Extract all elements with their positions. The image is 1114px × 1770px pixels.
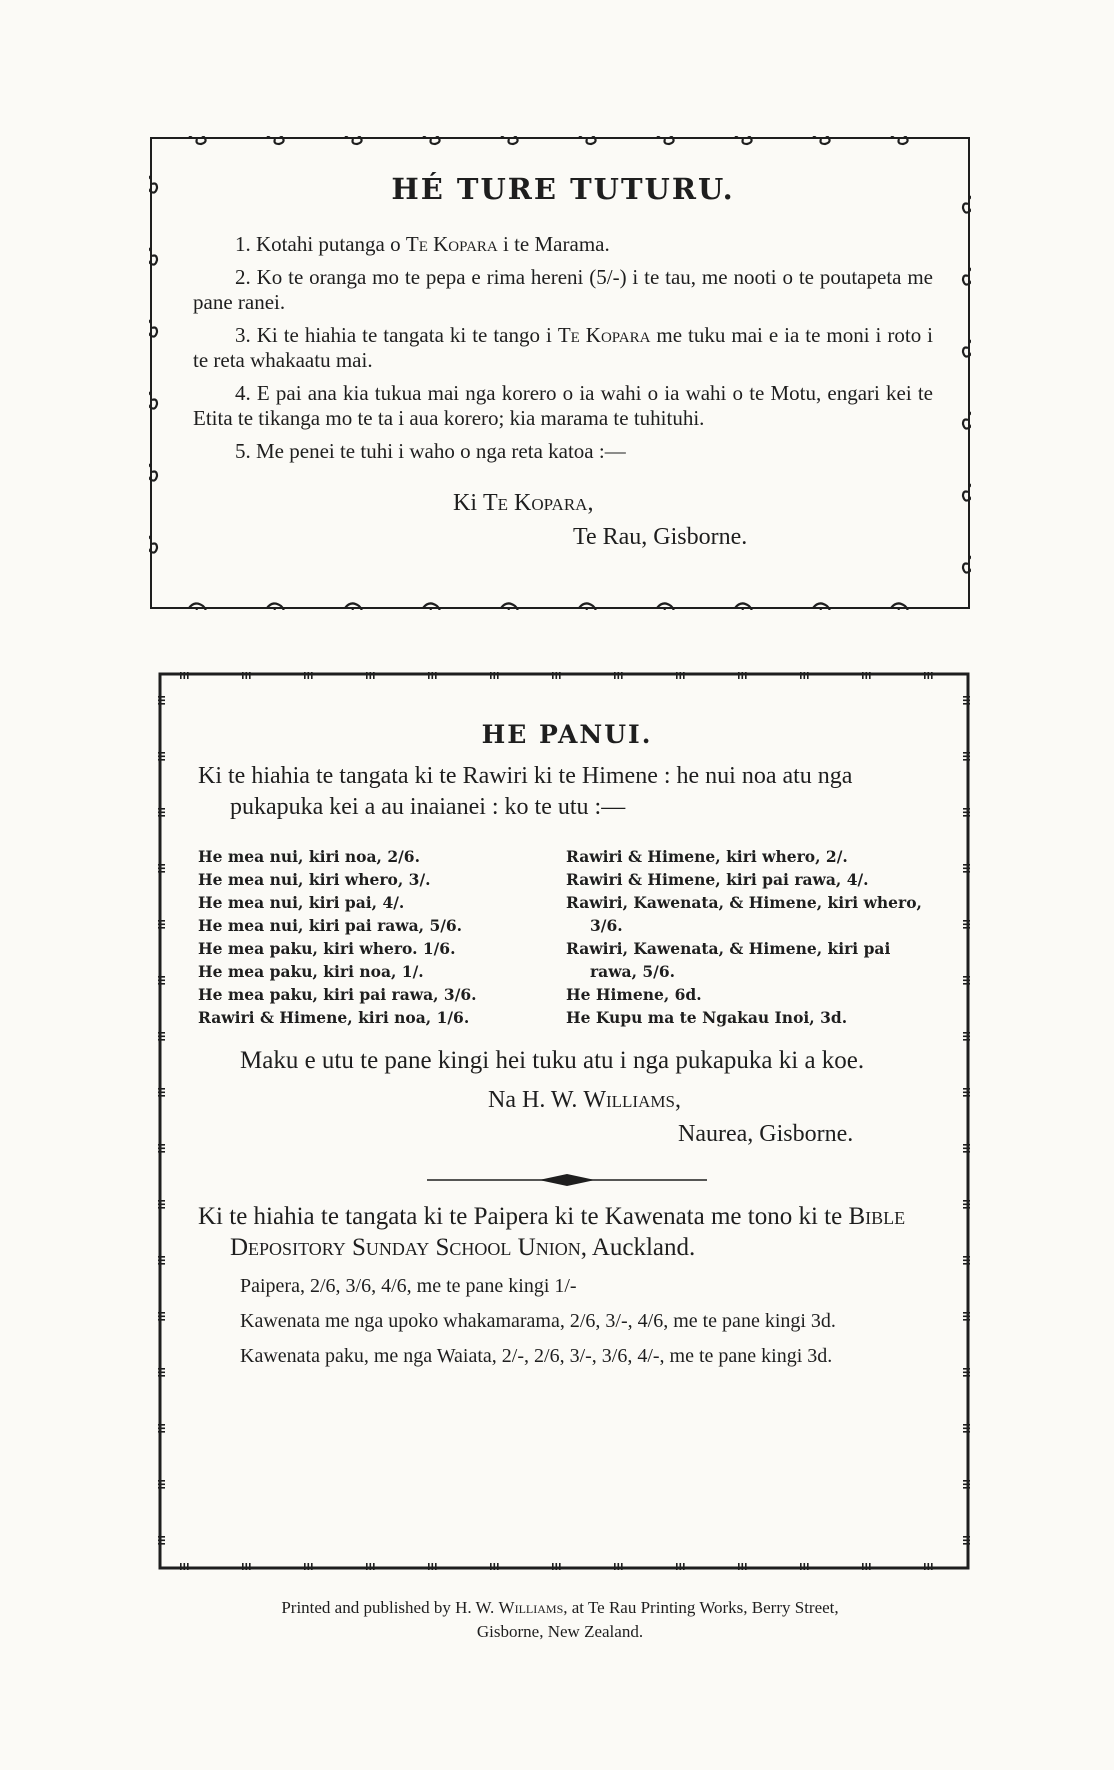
rule-item: 5. Me penei te tuhi i waho o nga reta katoa :— bbox=[235, 439, 626, 463]
bible-price-item: Kawenata me nga upoko whakamarama, 2/6, 3/-, 4/6, me te pane kingi 3d. bbox=[240, 1310, 836, 1332]
rule-item: 4. E pai ana kia tukua mai nga korero o ia wahi o ia wahi o te Motu, engari kei te Etita te tikanga mo te ta i aua korero; kia marama te tuhituhi. bbox=[193, 381, 933, 430]
price-item: Rawiri & Himene, kiri noa, 1/6. bbox=[198, 1008, 470, 1027]
price-item: He mea nui, kiri whero, 3/. bbox=[198, 870, 431, 889]
price-column-right bbox=[566, 845, 936, 1029]
notice-box-panui bbox=[158, 672, 970, 1570]
panui-intro: Ki te hiahia te tangata ki te Rawiri ki te Himene : he nui noa atu nga pukapuka kei a au inaianei : ko te utu :— bbox=[198, 763, 853, 820]
price-item: He mea nui, kiri noa, 2/6. bbox=[198, 847, 420, 866]
panui-title: HE PANUI. bbox=[481, 720, 653, 749]
price-item: Rawiri & Himene, kiri pai rawa, 4/. bbox=[566, 870, 869, 889]
price-item: He mea nui, kiri pai rawa, 5/6. bbox=[198, 916, 463, 935]
postage-note: Maku e utu te pane kingi hei tuku atu i nga pukapuka ki a koe. bbox=[240, 1047, 865, 1074]
price-item: Rawiri & Himene, kiri whero, 2/. bbox=[566, 847, 848, 866]
rules-list bbox=[193, 232, 933, 464]
rule-item: 1. Kotahi putanga o Te Kopara i te Marama. bbox=[235, 232, 610, 256]
bible-price-item: Paipera, 2/6, 3/6, 4/6, me te pane kingi 1/- bbox=[240, 1275, 577, 1297]
rule-item: 2. Ko te oranga mo te pepa e rima hereni (5/-) i te tau, me nooti o te poutapeta me pane ranei. bbox=[193, 265, 934, 314]
price-column-left bbox=[198, 845, 563, 1029]
price-item: He mea paku, kiri noa, 1/. bbox=[198, 962, 424, 981]
notice-box-rules bbox=[149, 136, 971, 610]
price-item: He mea nui, kiri pai, 4/. bbox=[198, 893, 405, 912]
price-item: He Himene, 6d. bbox=[566, 985, 702, 1004]
price-list bbox=[198, 845, 936, 1029]
price-item: Rawiri, Kawenata, & Himene, kiri whero, 3/6. bbox=[566, 893, 922, 935]
bible-price-item: Kawenata paku, me nga Waiata, 2/-, 2/6, 3/-, 3/6, 4/-, me te pane kingi 3d. bbox=[240, 1345, 833, 1367]
rules-title: HÉ TURE TUTURU. bbox=[391, 172, 735, 206]
rule-item: 3. Ki te hiahia te tangata ki te tango i Te Kopara me tuku mai e ia te moni i roto i te reta whakaatu mai. bbox=[193, 323, 934, 372]
imprint-footer: Printed and published by H. W. Williams, at Te Rau Printing Works, Berry Street, Gisborne, New Zealand. bbox=[281, 1598, 839, 1641]
price-item: He mea paku, kiri pai rawa, 3/6. bbox=[198, 985, 477, 1004]
price-item: He mea paku, kiri whero. 1/6. bbox=[198, 939, 456, 958]
section-divider bbox=[427, 1173, 707, 1187]
bible-notice: Ki te hiahia te tangata ki te Paipera ki te Kawenata me tono ki te Bible Depository Sunday School Union, Auckland. bbox=[198, 1203, 906, 1261]
signature: Na H. W. Williams, Naurea, Gisborne. bbox=[488, 1087, 854, 1147]
price-item: He Kupu ma te Ngakau Inoi, 3d. bbox=[566, 1008, 848, 1027]
price-item: Rawiri, Kawenata, & Himene, kiri pai rawa, 5/6. bbox=[566, 939, 891, 981]
mailing-address: Ki Te Kopara, Te Rau, Gisborne. bbox=[453, 490, 748, 550]
